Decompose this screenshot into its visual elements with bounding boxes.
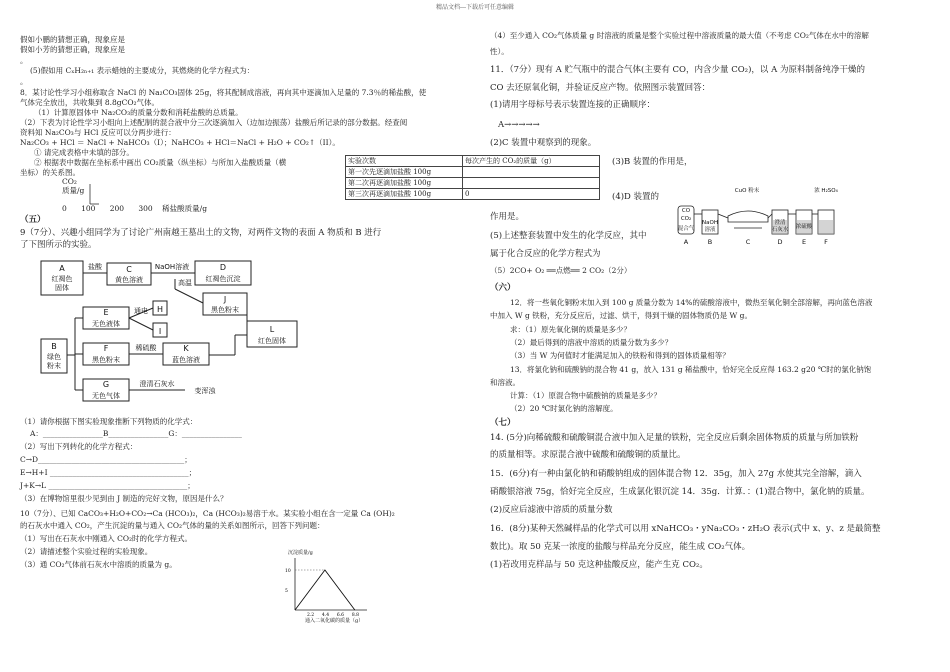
question-9-part: C→D_______________________________________； — [20, 455, 192, 464]
question-11: 11．（7分）现有 A 贮气瓶中的混合气体(主要有 CO，内含少量 CO₂)，以 A 为原料制备纯净干燥的 — [490, 65, 865, 75]
apparatus-label: 浓 H₂SO₄ — [814, 188, 838, 194]
apparatus-label: 石灰水 — [771, 227, 789, 233]
node-a-label: 红褐色 — [51, 275, 73, 283]
empty-axis — [85, 184, 99, 206]
section-heading: （六） — [490, 283, 516, 293]
text-line: 8．某讨论性学习小组称取含 NaCl 的 Na₂CO₃固体 25g，将其配制成溶液，再向其中逐滴加入足量的 7.3％的稀盐酸，使 — [20, 88, 427, 97]
question-15: 硝酸银溶液 75g，恰好完全反应，生成氯化银沉淀 14．35g．计算．：(1)混合物中，氯化钠的质量。 — [490, 487, 870, 497]
x-tick-label: 6.6 — [336, 613, 345, 618]
question-15: (2)反应后滤液中溶质的质量分数 — [490, 505, 613, 515]
table-header: 每次产生的 CO₂的质量（g） — [463, 156, 600, 167]
table-row — [346, 178, 600, 189]
question-16: (1)若改用克样品与 50 克这种盐酸反应，能产生克 CO₂。 — [490, 560, 708, 570]
apparatus-letter: C — [745, 238, 751, 246]
reagent-label: 通电 — [134, 307, 148, 315]
page-header: 精品文档---下载后可任意编辑 — [435, 4, 515, 11]
x-tick-label: 4.4 — [321, 613, 330, 618]
question-13-part: （2）20 ℃时氯化钠的溶解度。 — [510, 404, 618, 413]
reagent-label: 澄清石灰水 — [139, 380, 175, 388]
node-l: L — [269, 325, 275, 334]
node-b-label: 粉末 — [47, 362, 61, 370]
axis-xlabel: 0 100 200 300 稀盐酸质量/g — [62, 204, 207, 213]
question-9-part: （2）写出下列转化的化学方程式： — [20, 442, 138, 451]
question-9-part: （1）请你根据下图实验现象推断下列物质的化学式： — [20, 417, 198, 426]
node-j: J — [223, 295, 227, 304]
text-line: ② 根据表中数据在坐标系中画出 CO₂质量（纵坐标）与所加入盐酸质量（横 — [34, 158, 287, 167]
reagent-label: 高温 — [178, 279, 192, 287]
question-12-part: （3）当 W 为何值时才能满足加入的铁粉和得到的固体质量相等？ — [510, 351, 730, 360]
node-l-label: 红色固体 — [258, 337, 286, 345]
series-line — [295, 570, 355, 610]
apparatus-label: 混合气 — [677, 226, 695, 232]
node-c: C — [126, 265, 132, 274]
question-14: 的质量相等。求原混合液中硫酸和硫酸铜的质量比。 — [490, 450, 686, 460]
text-line: Na₂CO₃ + HCl ＝ NaCl + NaHCO₃（I）；NaHCO₃ + HCl＝NaCl + H₂O + CO₂↑（II）。 — [20, 138, 340, 147]
node-k-label: 蓝色溶液 — [172, 356, 200, 364]
flow-diagram — [35, 255, 305, 410]
answer-text: （5）2CO+ O₂ ══点燃══ 2 CO₂（2分） — [490, 266, 632, 275]
question-13-part: 计算：（1）原混合物中硫酸钠的质量是多少？ — [510, 391, 662, 400]
question-13: 13．将氯化钠和硫酸钠的混合物 41 g，放入 131 g 稀盐酸中，恰好完全反应得 163.2 g20 ℃时的氯化钠饱 — [510, 365, 872, 374]
x-tick-label: 8.8 — [351, 613, 360, 618]
table-cell: 第二次再逐滴加盐酸 100g — [346, 178, 463, 189]
question-12-part: （2）最后得到的溶液中溶质的质量分数为多少？ — [510, 338, 673, 347]
question-10-part: （3）通 CO₂气体前石灰水中溶质的质量为 g。 — [20, 560, 177, 569]
node-d: D — [219, 263, 227, 272]
text-line: 。 — [20, 56, 28, 65]
table-row — [346, 189, 600, 200]
table-header: 实验次数 — [346, 156, 463, 167]
question-14: 14. (5分)向稀硫酸和硫酸铜混合液中加入足量的铁粉，完全反应后剩余固体物质的质量与所加铁粉 — [490, 433, 859, 443]
question-11-part: 属于化合反应的化学方程式为 — [490, 249, 601, 259]
node-d-label: 红褐色沉淀 — [205, 275, 241, 283]
question-9-part: E→H+I _____________________________________； — [20, 468, 197, 477]
text-line: 。 — [20, 77, 28, 86]
section-heading: （七） — [490, 418, 516, 428]
question-12-part: 求：（1）原先氧化铜的质量是多少？ — [510, 325, 632, 334]
question-text: 性）。 — [490, 47, 509, 56]
reagent-label: NaOH溶液 — [154, 263, 190, 271]
question-9-part: J+K→L _____________________________________； — [20, 481, 195, 490]
question-9-part: A：________________B________________G：________________ — [30, 429, 242, 438]
text-line: 资料知 Na₂CO₃与 HCl 反应可以分两步进行： — [20, 128, 176, 137]
table-cell: 第三次再逐滴加盐酸 100g — [346, 189, 463, 200]
text-line: ① 请完成表格中未填的部分。 — [34, 148, 134, 157]
question-11-part: 作用是。 — [490, 212, 525, 222]
question-11-part: (4)D 装置的 — [612, 192, 660, 202]
result-label: 变浑浊 — [194, 387, 216, 395]
node-a-label: 固体 — [55, 284, 69, 292]
reagent-label: 盐酸 — [88, 263, 102, 271]
precipitation-chart — [283, 546, 373, 626]
apparatus-label: CuO 粉末 — [734, 188, 760, 194]
table-cell — [463, 178, 600, 189]
question-11-part: (2)C 装置中观察到的现象。 — [490, 138, 597, 148]
node-f: F — [103, 344, 109, 353]
question-11-part: (5)上述整套装置中发生的化学反应，其中 — [490, 231, 647, 241]
node-h: H — [156, 305, 164, 314]
text-line: （1）计算原固体中 Na₂CO₃的质量分数和消耗盐酸的总质量。 — [34, 108, 243, 117]
text-line: （2）下表为讨论性学习小组向上述配制的混合液中分三次逐滴加入（边加边振荡）盐酸后所记录的部分数据。经查阅 — [20, 118, 408, 127]
node-i: I — [158, 327, 162, 336]
apparatus-label: 溶液 — [704, 227, 716, 233]
apparatus-label: CO — [681, 208, 691, 214]
question-15: 15．(6分)有一种由氯化钠和硝酸钠组成的固体混合物 12．35g，加入 27g 水使其完全溶解，滴入 — [490, 469, 862, 479]
table-cell: 0 — [463, 189, 600, 200]
text-line: 假如小鹏的猜想正确，现象应是 — [20, 35, 125, 44]
node-a: A — [59, 264, 65, 273]
node-g-label: 无色气体 — [92, 392, 120, 400]
node-b: B — [51, 342, 57, 351]
table-cell — [463, 167, 600, 178]
apparatus-letter: F — [824, 238, 828, 246]
axis-ylabel: CO₂ — [62, 177, 77, 186]
axis-ylabel: 质量/g — [62, 186, 85, 195]
apparatus-diagram — [672, 180, 842, 248]
question-11: CO 去还原氧化铜，并验证反应产物。依照图示装置回答： — [490, 83, 711, 93]
reagent-label: 稀硫酸 — [135, 344, 157, 352]
node-j-label: 黑色粉末 — [211, 306, 239, 314]
apparatus-letter: B — [707, 238, 713, 246]
apparatus-label: CO₂ — [680, 216, 692, 222]
text-line: 坐标）的关系图。 — [20, 168, 80, 177]
question-10-part: （1）写出在石灰水中刚通入 CO₂时的化学方程式。 — [20, 534, 193, 543]
question-12: 12．将一些氧化铜粉末加入到 100 g 质量分数为 14%的硫酸溶液中，微热至氧化铜全部溶解，再向蓝色溶液 — [510, 298, 873, 307]
node-b-label: 绿色 — [47, 353, 61, 361]
question-13: 和溶液。 — [490, 378, 520, 387]
apparatus-letter: E — [801, 238, 807, 246]
text-line: 气体完全放出，共收集到 8.8gCO₂气体。 — [20, 98, 160, 107]
question-12: 中加入 W g 铁粉，充分反应后，过滤、烘干，得到干燥的固体物质仍是 W g。 — [490, 311, 752, 320]
question-11-part: A→→→→→ — [498, 120, 540, 130]
y-tick-label: 5 — [285, 589, 288, 594]
chart-ylabel: 沉淀质量/g — [288, 550, 313, 556]
node-g: G — [102, 380, 110, 389]
table-row — [346, 167, 600, 178]
chart-xlabel: 通入二氧化碳的质量（g） — [305, 618, 364, 624]
question-9-part: （3）在博物馆里很少见到由 J 制造的完好文物，原因是什么？ — [20, 494, 228, 503]
question-10: 10（7分）、已知 CaCO₃+H₂O+CO₂→Ca (HCO₃)₂，Ca (HCO₃)₂易溶于水。某实验小组在含一定量 Ca (OH)₂ — [20, 509, 395, 518]
node-c-label: 黄色溶液 — [115, 276, 143, 284]
question-9: 9（7分）、兴趣小组同学为了讨论广州南越王墓出土的文物，对两件文物的表面 A 物质和 B 进行 — [20, 228, 382, 238]
question-11-part: (3)B 装置的作用是， — [612, 157, 693, 167]
section-heading: （五） — [20, 215, 46, 225]
question-text: （4）至少通入 CO₂气体质量 g 时溶液的质量是整个实验过程中溶液质量的最大值（不考虑 CO₂气体在水中的溶解 — [490, 31, 869, 40]
y-tick-label: 10 — [285, 569, 291, 574]
question-9: 了下图所示的实验。 — [20, 240, 97, 250]
question-10: 的石灰水中通入 CO₂，产生沉淀的量与通入 CO₂气体的量的关系如图所示，回答下列问题： — [20, 521, 325, 530]
text-line: (5)假如用 CₓH₂ₙ₊₁ 表示蜡烛的主要成分，其燃烧的化学方程式为： — [30, 66, 255, 75]
node-k: K — [183, 344, 189, 353]
node-e: E — [103, 308, 109, 317]
apparatus-label: NaOH — [702, 220, 718, 226]
question-11-part: (1)请用字母标号表示装置连接的正确顺序： — [490, 100, 656, 110]
text-line: 假如小芳的猜想正确，现象应是 — [20, 45, 125, 54]
x-tick-label: 2.2 — [306, 613, 315, 618]
question-10-part: （2）请描述整个实验过程的实验现象。 — [20, 547, 153, 556]
node-e-label: 无色液体 — [92, 320, 120, 328]
apparatus-label: 澄清 — [774, 220, 786, 226]
apparatus-label: 浓硫酸 — [795, 224, 813, 230]
experiment-table — [345, 155, 600, 200]
apparatus-letter: D — [777, 238, 783, 246]
apparatus-letter: A — [683, 238, 689, 246]
node-f-label: 黑色粉末 — [92, 356, 120, 364]
question-16: 数比)。取 50 克某一浓度的盐酸与样品充分反应，能生成 CO₂气体。 — [490, 542, 751, 552]
question-16: 16．(8分)某种天然碱样品的化学式可以用 xNaHCO₃・yNa₂CO₃・zH₂O 表示(式中 x、y、z 是最简整 — [490, 524, 881, 534]
table-cell: 第一次先逐滴加盐酸 100g — [346, 167, 463, 178]
